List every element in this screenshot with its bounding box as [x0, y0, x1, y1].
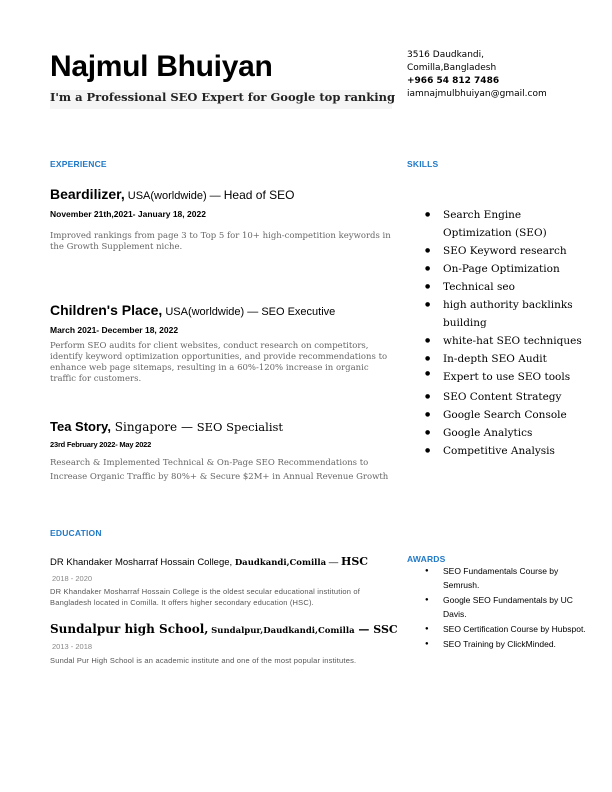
skill-item: ● Google Search Console [425, 406, 590, 424]
phone-number: +966 54 812 7486 [407, 76, 500, 86]
school-location: Daudkandi,Comilla [234, 558, 327, 568]
job-separator: — [206, 190, 224, 202]
job-title-line [50, 302, 335, 318]
skill-item: ● Google Analytics [425, 424, 590, 442]
school-name: Sundalpur high School, [50, 622, 209, 636]
skill-item: ● On-Page Optimization [425, 260, 590, 278]
education-heading: EDUCATION [50, 528, 102, 538]
skill-item: ● Technical seo [425, 278, 590, 296]
skill-item: ● In-depth SEO Audit [425, 350, 590, 368]
job-company: Beardilizer, [50, 186, 125, 202]
skill-item: ● high authority backlinks building [425, 296, 590, 332]
skills-heading: SKILLS [407, 159, 439, 169]
school-description: Sundal Pur High School is an academic institute and one of the most popular institutes. [50, 656, 357, 665]
school-degree: SSC [373, 623, 398, 636]
skill-item: ● SEO Content Strategy [425, 388, 590, 406]
school-location: Sundalpur,Daudkandi,Comilla [211, 626, 355, 636]
skill-item: ● Competitive Analysis [425, 442, 590, 460]
job-description: Improved rankings from page 3 to Top 5 for 10+ high-competition keywords in the Growth Supplement niche. [50, 231, 391, 252]
job-role: Head of SEO [223, 188, 295, 202]
email-address: iamnajmulbhuiyan@gmail.com [407, 89, 547, 99]
address-line-2: Comilla,Bangladesh [407, 63, 497, 73]
skills-list [425, 206, 590, 460]
awards-heading: AWARDS [407, 554, 446, 564]
skill-item: ● Expert to use SEO tools [425, 368, 590, 388]
skill-item: ● white-hat SEO techniques [425, 332, 590, 350]
candidate-name: Najmul Bhuiyan [50, 50, 273, 83]
job-role: SEO Executive [261, 306, 336, 318]
job-dates: March 2021- December 18, 2022 [50, 325, 179, 335]
job-description: Perform SEO audits for client websites, conduct research on competitors, identify keyword optimization opportunities, and provide recommendations to enhance web page sitemaps, resulting in a 60%-120% increase in organic traffic for customers. [50, 341, 388, 384]
award-item: ● SEO Certification Course by Hubspot. [425, 622, 595, 636]
job-title-line [50, 186, 294, 202]
skill-item: ● Search Engine Optimization (SEO) [425, 206, 590, 242]
awards-list [425, 564, 595, 652]
education-title-line [50, 622, 398, 636]
job-location: USA(worldwide) [127, 190, 207, 202]
school-separator: — [326, 557, 341, 568]
job-dates: 23rd February 2022- May 2022 [50, 440, 152, 449]
award-item: ● SEO Training by ClickMinded. [425, 637, 595, 651]
tagline: I'm a Professional SEO Expert for Google top ranking [50, 90, 392, 109]
job-description: Research & Implemented Technical & On-Page SEO Recommendations to Increase Organic Traffic by 80%+ & Secure $2M+ in Annual Revenue Growth [50, 458, 389, 482]
job-company: Tea Story, [50, 419, 111, 434]
experience-heading: EXPERIENCE [50, 159, 107, 169]
address-line-1: 3516 Daudkandi, [407, 50, 484, 60]
job-dates: November 21th,2021- January 18, 2022 [50, 209, 206, 219]
award-item: ● SEO Fundamentals Course by Semrush. [425, 564, 595, 592]
award-item: ● Google SEO Fundamentals by UC Davis. [425, 593, 595, 621]
school-years: 2018 - 2020 [52, 574, 93, 583]
school-description: DR Khandaker Mosharraf Hossain College is the oldest secular educational institution of Bangladesh located in Comilla. It offers higher secondary education (HSC). [50, 587, 361, 607]
school-degree: HSC [340, 555, 369, 568]
job-separator: — [244, 306, 262, 318]
job-title-line [50, 419, 283, 434]
skill-item: ● SEO Keyword research [425, 242, 590, 260]
school-name: DR Khandaker Mosharraf Hossain College, [50, 557, 233, 568]
school-years: 2013 - 2018 [52, 642, 93, 651]
job-location: Singapore [114, 420, 178, 434]
education-title-line [50, 555, 368, 568]
job-separator: — [177, 420, 197, 434]
job-location: USA(worldwide) [165, 306, 245, 318]
school-separator: — [354, 623, 374, 636]
job-role: SEO Specialist [196, 420, 284, 434]
job-company: Children's Place, [50, 302, 163, 318]
